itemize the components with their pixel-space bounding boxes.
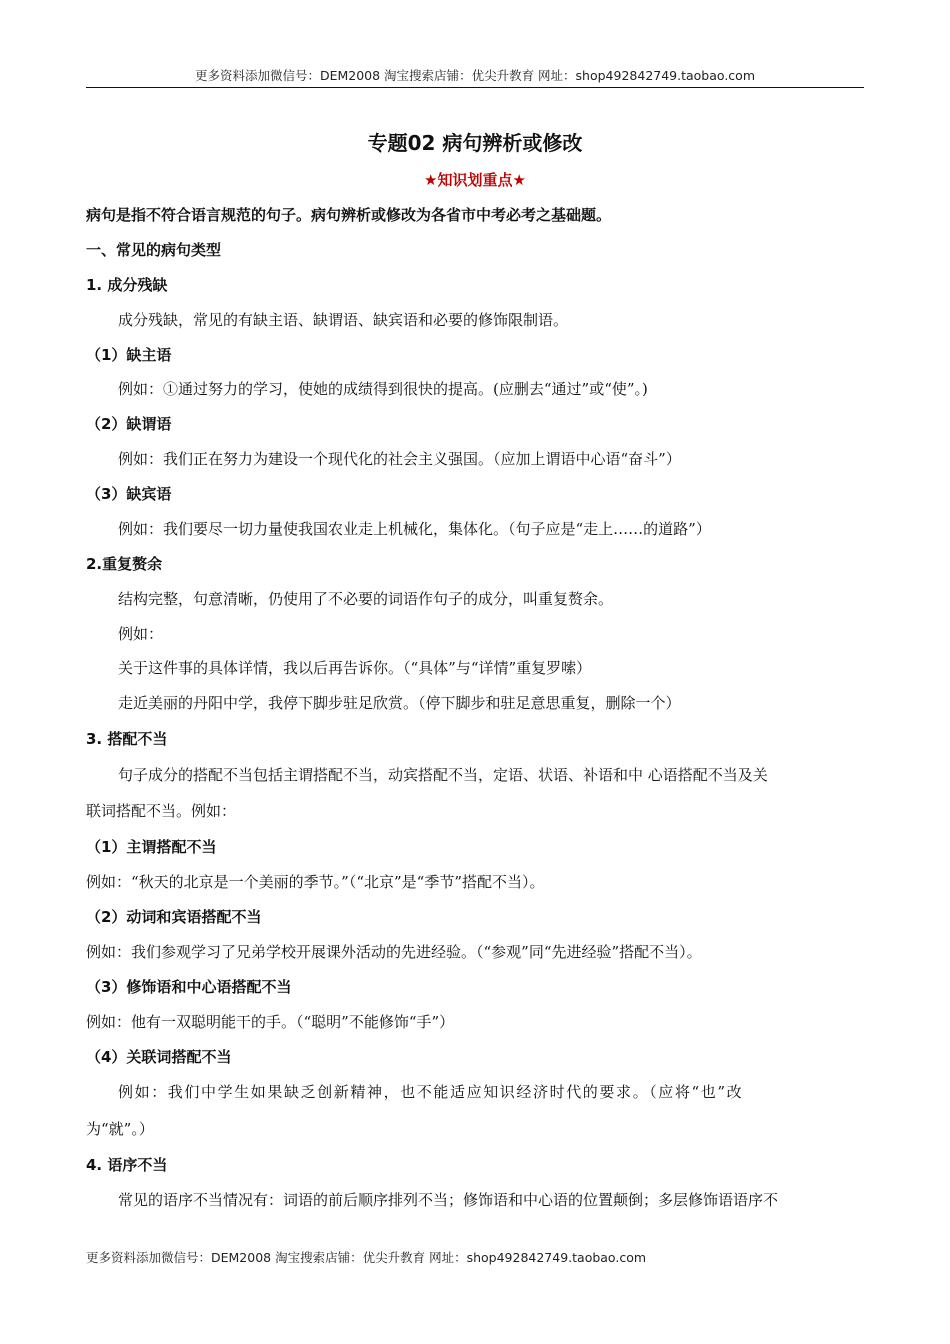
key-points-banner: ★知识划重点★ [424,171,526,189]
subheading-modifier-head: （3）修饰语和中心语搭配不当 [86,978,292,996]
heading-redundancy: 2.重复赘余 [86,555,163,573]
desc-missing-components: 成分残缺，常见的有缺主语、缺谓语、缺宾语和必要的修饰限制语。 [118,311,569,329]
subheading-subject-predicate: （1）主谓搭配不当 [86,838,217,856]
desc-mismatch-line1: 句子成分的搭配不当包括主谓搭配不当，动宾搭配不当，定语、状语、补语和中 心语搭配不当及关 [118,766,768,784]
subheading-verb-object: （2）动词和宾语搭配不当 [86,908,262,926]
section-heading-types: 一、常见的病句类型 [86,241,222,259]
intro-paragraph: 病句是指不符合语言规范的句子。病句辨析或修改为各省市中考必考之基础题。 [86,206,612,224]
heading-mismatch: 3. 搭配不当 [86,730,168,748]
example-conjunction-line2: 为“就”。） [86,1120,154,1138]
subheading-missing-object: （3）缺宾语 [86,485,172,503]
example-redundancy-1: 关于这件事的具体详情，我以后再告诉你。（“具体”与“详情”重复罗嗦） [118,659,592,677]
subheading-missing-predicate: （2）缺谓语 [86,415,172,433]
header-rule [86,87,864,88]
desc-redundancy: 结构完整，句意清晰，仍使用了不必要的词语作句子的成分，叫重复赘余。 [118,590,614,608]
heading-missing-components: 1. 成分残缺 [86,276,168,294]
example-missing-object: 例如：我们要尽一切力量使我国农业走上机械化，集体化。（句子应是“走上……的道路”） [118,520,711,538]
page-footer: 更多资料添加微信号：DEM2008 淘宝搜索店铺：优尖升教育 网址：shop492842749.taobao.com [86,1250,647,1265]
example-missing-subject: 例如：①通过努力的学习，使她的成绩得到很快的提高。(应删去“通过”或“使”。) [118,380,648,398]
example-verb-object: 例如：我们参观学习了兄弟学校开展课外活动的先进经验。（“参观”同“先进经验”搭配不当）。 [86,943,702,961]
heading-word-order: 4. 语序不当 [86,1156,168,1174]
desc-word-order: 常见的语序不当情况有：词语的前后顺序排列不当；修饰语和中心语的位置颠倒；多层修饰语语序不 [118,1191,779,1209]
example-conjunction-line1: 例如：我们中学生如果缺乏创新精神，也不能适应知识经济时代的要求。（应将“也”改 [118,1083,744,1101]
example-modifier-head: 例如：他有一双聪明能干的手。（“聪明”不能修饰“手”） [86,1013,455,1031]
example-subject-predicate: 例如：“秋天的北京是一个美丽的季节。”（“北京”是“季节”搭配不当）。 [86,873,545,891]
page-header: 更多资料添加微信号：DEM2008 淘宝搜索店铺：优尖升教育 网址：shop492842749.taobao.com [194,68,756,83]
example-missing-predicate: 例如：我们正在努力为建设一个现代化的社会主义强国。（应加上谓语中心语“奋斗”） [118,450,681,468]
example-label-redundancy: 例如： [118,625,164,643]
subheading-missing-subject: （1）缺主语 [86,346,172,364]
desc-mismatch-line2: 联词搭配不当。例如： [86,802,237,820]
page-title: 专题02 病句辨析或修改 [367,131,583,155]
example-redundancy-2: 走近美丽的丹阳中学，我停下脚步驻足欣赏。（停下脚步和驻足意思重复，删除一个） [118,694,681,712]
subheading-conjunction: （4）关联词搭配不当 [86,1048,232,1066]
